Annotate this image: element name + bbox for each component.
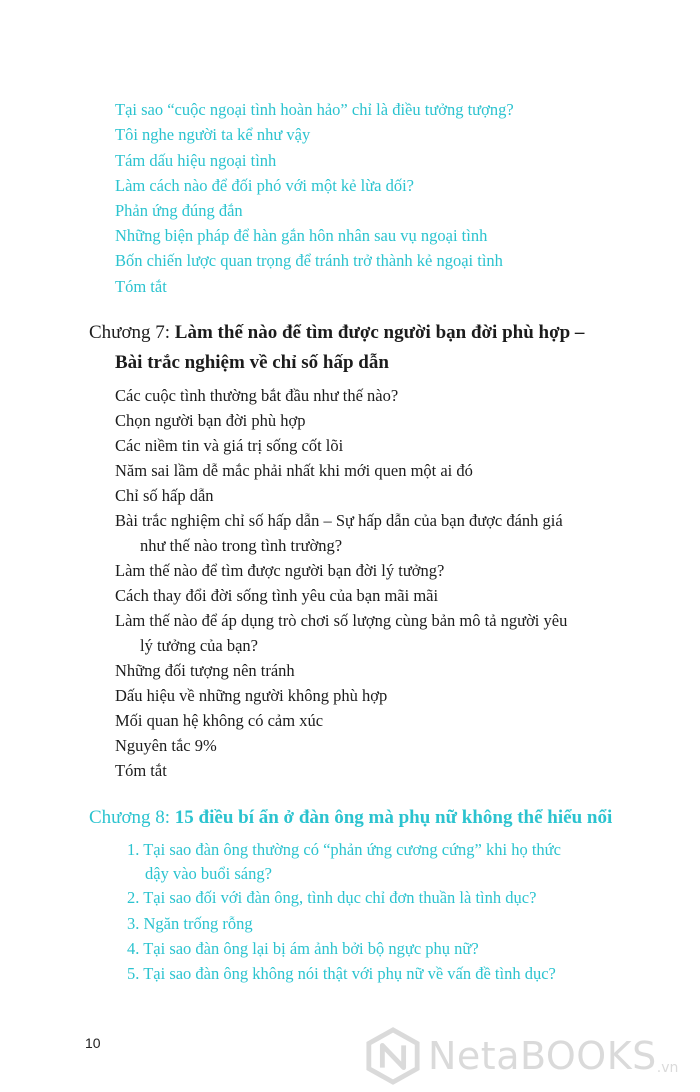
toc-entry: Làm thế nào để áp dụng trò chơi số lượng cùng bản mô tả người yêu: [115, 611, 568, 630]
chapter-7-title-line-2: Bài trắc nghiệm về chỉ số hấp dẫn: [115, 352, 389, 373]
toc-entry: 5. Tại sao đàn ông không nói thật với phụ nữ về vấn đề tình dục?: [127, 964, 556, 983]
watermark-brand: NetaBOOKS: [428, 1034, 657, 1078]
watermark-suffix: .vn: [656, 1060, 679, 1076]
toc-entry: 1. Tại sao đàn ông thường có “phản ứng cương cứng” khi họ thức: [127, 840, 561, 859]
toc-entry: Bài trắc nghiệm chỉ số hấp dẫn – Sự hấp dẫn của bạn được đánh giá: [115, 511, 563, 530]
toc-entry: Làm cách nào để đối phó với một kẻ lừa dối?: [115, 176, 414, 195]
toc-entry: Phản ứng đúng đắn: [115, 201, 243, 220]
toc-entry: Tóm tắt: [115, 761, 167, 780]
toc-entry: Các niềm tin và giá trị sống cốt lõi: [115, 436, 344, 455]
toc-entry: Năm sai lầm dễ mắc phải nhất khi mới quen một ai đó: [115, 461, 473, 480]
netabooks-watermark: [364, 1020, 700, 1092]
toc-entry: Làm thế nào để tìm được người bạn đời lý tưởng?: [115, 561, 445, 580]
neta-logo-icon: [364, 1027, 422, 1085]
toc-entry: Tại sao “cuộc ngoại tình hoàn hảo” chỉ là điều tưởng tượng?: [115, 100, 514, 119]
toc-entry-continuation: như thế nào trong tình trường?: [140, 536, 343, 555]
toc-entry: Cách thay đổi đời sống tình yêu của bạn mãi mãi: [115, 586, 439, 605]
toc-entry: Tám dấu hiệu ngoại tình: [115, 151, 277, 170]
chapter-8-heading: [89, 808, 612, 827]
toc-entry-continuation: dậy vào buổi sáng?: [145, 864, 272, 883]
chapter-8-title: 15 điều bí ẩn ở đàn ông mà phụ nữ không thể hiểu nổi: [174, 807, 613, 828]
chapter-8-label: Chương 8:: [89, 807, 171, 828]
toc-entry: Chỉ số hấp dẫn: [115, 486, 214, 505]
chapter-7-label: Chương 7:: [89, 322, 171, 343]
toc-entry: Bốn chiến lược quan trọng để tránh trở thành kẻ ngoại tình: [115, 251, 503, 270]
toc-entry: Những biện pháp để hàn gắn hôn nhân sau vụ ngoại tình: [115, 226, 488, 245]
chapter-7-title-line-2-row: [115, 353, 389, 372]
page-number: 10: [85, 1035, 101, 1051]
toc-entry: Tóm tắt: [115, 277, 167, 296]
toc-entry: 3. Ngăn trống rỗng: [127, 914, 253, 933]
chapter-7-title-line-1: Làm thế nào để tìm được người bạn đời phù hợp –: [174, 322, 585, 343]
chapter-7-heading: [89, 323, 584, 342]
toc-entry: 4. Tại sao đàn ông lại bị ám ảnh bởi bộ ngực phụ nữ?: [127, 939, 479, 958]
toc-entry: Mối quan hệ không có cảm xúc: [115, 711, 324, 730]
toc-entry: Tôi nghe người ta kể như vậy: [115, 125, 311, 144]
toc-entry-continuation: lý tưởng của bạn?: [140, 636, 259, 655]
toc-entry: Các cuộc tình thường bắt đầu như thế nào?: [115, 386, 399, 405]
toc-entry: Những đối tượng nên tránh: [115, 661, 295, 680]
toc-entry: Dấu hiệu về những người không phù hợp: [115, 686, 388, 705]
toc-entry: Nguyên tắc 9%: [115, 736, 217, 755]
toc-entry: 2. Tại sao đối với đàn ông, tình dục chỉ đơn thuần là tình dục?: [127, 888, 537, 907]
toc-entry: Chọn người bạn đời phù hợp: [115, 411, 306, 430]
